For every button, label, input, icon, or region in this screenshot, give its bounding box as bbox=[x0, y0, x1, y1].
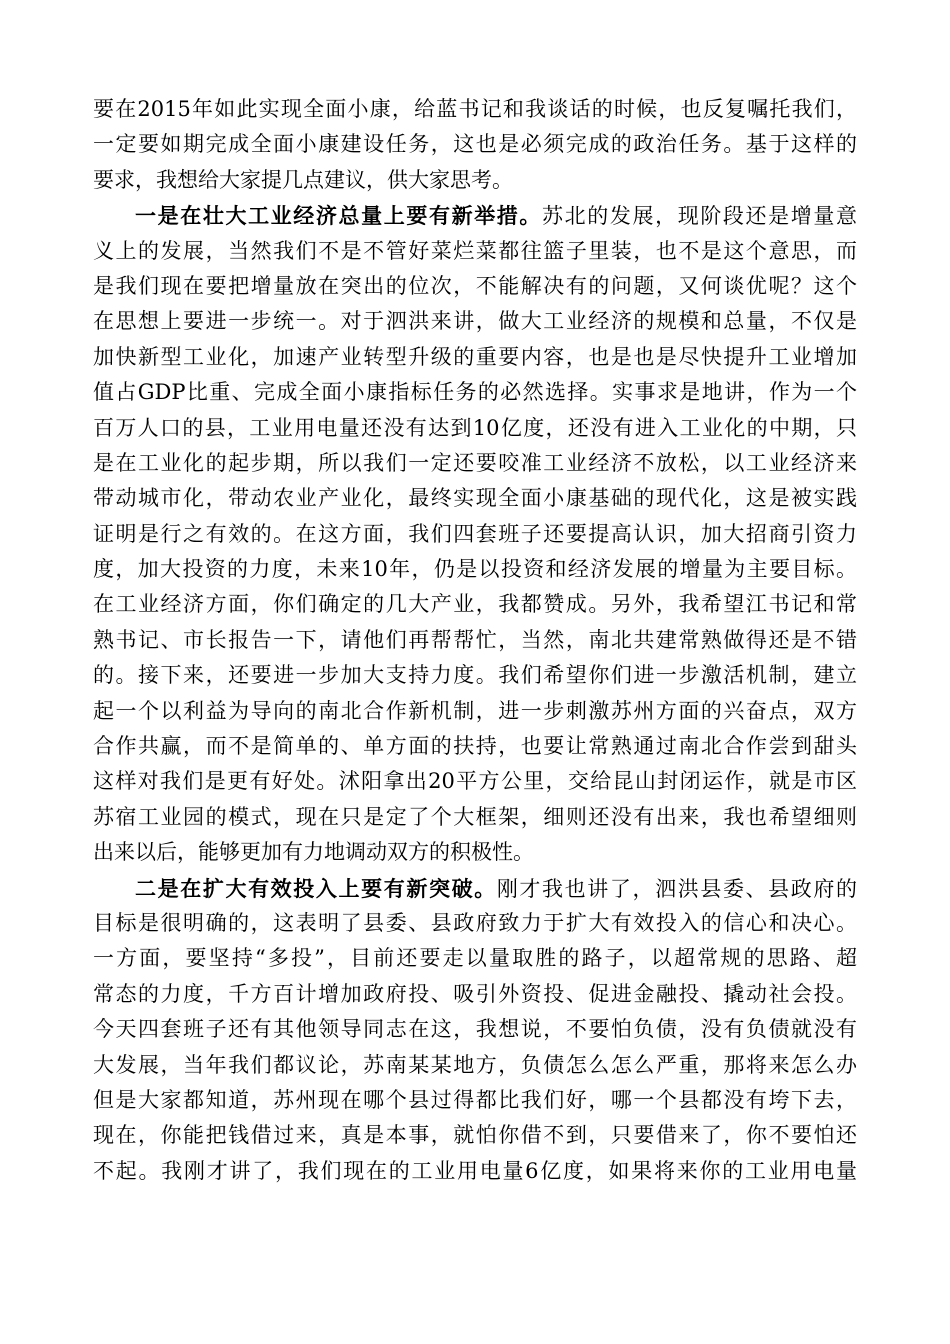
paragraph-first-line bbox=[93, 871, 857, 906]
paragraph-1 bbox=[93, 92, 857, 198]
text-line: 义上的发展，当然我们不是不管好菜烂菜都往篮子里装，也不是这个意思，而 bbox=[93, 238, 857, 263]
section-heading: 二是在扩大有效投入上要有新突破。 bbox=[135, 875, 497, 901]
text-line: 加快新型工业化，加速产业转型升级的重要内容，也是也是尽快提升工业增加 bbox=[93, 344, 857, 369]
text-line: 熟书记、市长报告一下，请他们再帮帮忙，当然，南北共建常熟做得还是不错 bbox=[93, 627, 857, 652]
text-line: 百万人口的县，工业用电量还没有达到10亿度，还没有进入工业化的中期，只 bbox=[93, 415, 857, 440]
paragraph-first-line bbox=[93, 198, 857, 233]
text-line: 一定要如期完成全面小康建设任务，这也是必须完成的政治任务。基于这样的 bbox=[93, 132, 857, 157]
text-line: 带动城市化，带动农业产业化，最终实现全面小康基础的现代化，这是被实践 bbox=[93, 486, 857, 511]
text-line: 起一个以利益为导向的南北合作新机制，进一步刺激苏州方面的兴奋点，双方 bbox=[93, 698, 857, 723]
text-line: 但是大家都知道，苏州现在哪个县过得都比我们好，哪一个县都没有垮下去， bbox=[93, 1087, 857, 1112]
text-line: 出来以后，能够更加有力地调动双方的积极性。 bbox=[93, 840, 534, 865]
text-line: 今天四套班子还有其他领导同志在这，我想说，不要怕负债，没有负债就没有 bbox=[93, 1017, 857, 1042]
text-line: 在工业经济方面，你们确定的几大产业，我都赞成。另外，我希望江书记和常 bbox=[93, 592, 857, 617]
text-line: 常态的力度，千方百计增加政府投、吸引外资投、促进金融投、撬动社会投。 bbox=[93, 981, 857, 1006]
section-heading: 一是在壮大工业经济总量上要有新举措。 bbox=[135, 203, 543, 229]
text-line: 大发展，当年我们都议论，苏南某某地方，负债怎么怎么严重，那将来怎么办 bbox=[93, 1052, 857, 1077]
text-line: 证明是行之有效的。在这方面，我们四套班子还要提高认识，加大招商引资力 bbox=[93, 521, 857, 546]
text-line: 苏宿工业园的模式，现在只是定了个大框架，细则还没有出来，我也希望细则 bbox=[93, 804, 857, 829]
text-line: 一方面，要坚持“多投”，目前还要走以量取胜的路子，以超常规的思路、超 bbox=[93, 946, 857, 971]
document-body bbox=[93, 92, 857, 1189]
text-line: 度，加大投资的力度，未来10年，仍是以投资和经济发展的增量为主要目标。 bbox=[93, 557, 857, 582]
text-line: 现在，你能把钱借过来，真是本事，就怕你借不到，只要借来了，你不要怕还 bbox=[93, 1123, 857, 1148]
text-line: 的。接下来，还要进一步加大支持力度。我们希望你们进一步激活机制，建立 bbox=[93, 663, 857, 688]
text-line: 在思想上要进一步统一。对于泗洪来讲，做大工业经济的规模和总量，不仅是 bbox=[93, 309, 857, 334]
text-line: 是在工业化的起步期，所以我们一定还要咬准工业经济不放松，以工业经济来 bbox=[93, 450, 857, 475]
text-line: 这样对我们是更有好处。沭阳拿出20平方公里，交给昆山封闭运作，就是市区 bbox=[93, 769, 857, 794]
text-line: 目标是很明确的，这表明了县委、县政府致力于扩大有效投入的信心和决心。 bbox=[93, 910, 857, 935]
text-line: 要求，我想给大家提几点建议，供大家思考。 bbox=[93, 167, 513, 192]
paragraph-2 bbox=[93, 198, 857, 870]
text-line: 合作共赢，而不是简单的、单方面的扶持，也要让常熟通过南北合作尝到甜头 bbox=[93, 734, 857, 759]
text-line: 值占GDP比重、完成全面小康指标任务的必然选择。实事求是地讲，作为一个 bbox=[93, 380, 857, 405]
text-line: 不起。我刚才讲了，我们现在的工业用电量6亿度，如果将来你的工业用电量 bbox=[93, 1158, 857, 1183]
text-line: 要在2015年如此实现全面小康，给蓝书记和我谈话的时候，也反复嘱托我们， bbox=[93, 97, 857, 121]
text-run: 刚才我也讲了，泗洪县委、县政府的 bbox=[496, 876, 857, 901]
paragraph-3 bbox=[93, 871, 857, 1190]
text-run: 苏北的发展，现阶段还是增量意 bbox=[542, 204, 857, 229]
text-line: 是我们现在要把增量放在突出的位次，不能解决有的问题，又何谈优呢？这个 bbox=[93, 273, 857, 298]
